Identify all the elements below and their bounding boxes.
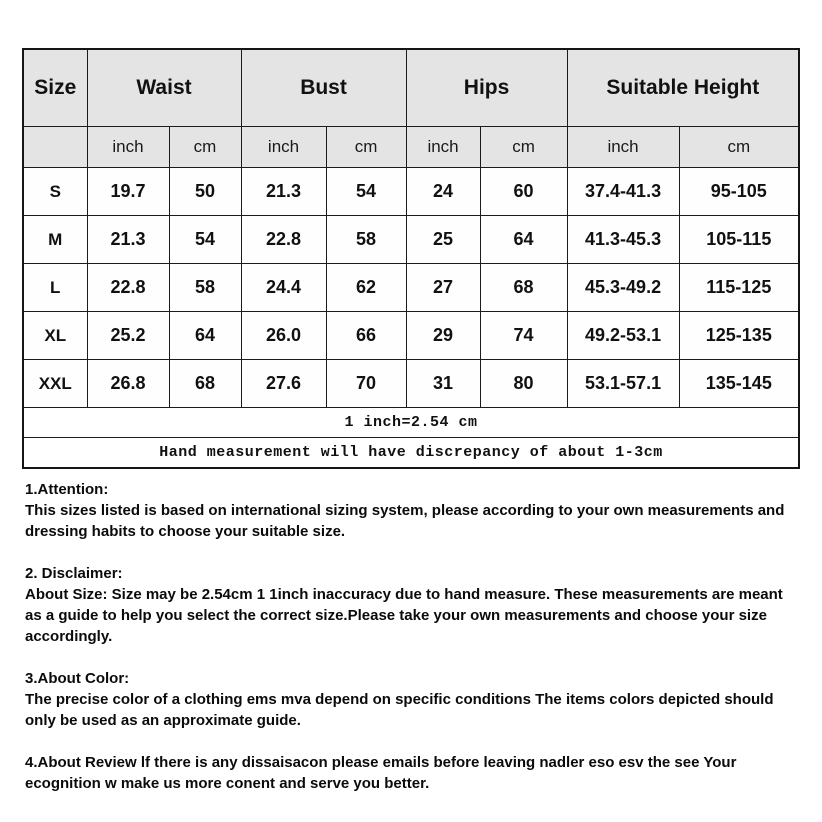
- unit-header-empty: [23, 127, 87, 168]
- size-cell: L: [23, 264, 87, 312]
- measurement-cell: 50: [169, 168, 241, 216]
- about-color-body: The precise color of a clothing ems mva depend on specific conditions The items colors depicted should only be used as an approximate guide.: [25, 691, 774, 729]
- unit-header-bust-inch: inch: [241, 127, 326, 168]
- unit-header-row: [23, 127, 799, 168]
- column-header-waist: Waist: [87, 49, 241, 127]
- size-chart-page: [0, 48, 822, 822]
- measurement-cell: 45.3-49.2: [567, 264, 679, 312]
- measurement-cell: 29: [406, 312, 480, 360]
- measurement-cell: 21.3: [87, 216, 169, 264]
- note-row-hand-measurement: [23, 438, 799, 469]
- unit-header-waist-inch: inch: [87, 127, 169, 168]
- measurement-cell: 66: [326, 312, 406, 360]
- about-review-section: [25, 752, 802, 794]
- attention-section: [25, 479, 802, 542]
- unit-header-height-inch: inch: [567, 127, 679, 168]
- size-cell: XXL: [23, 360, 87, 408]
- measurement-cell: 68: [169, 360, 241, 408]
- table-row-xl: [23, 312, 799, 360]
- about-color-section: [25, 668, 802, 731]
- measurement-cell: 58: [169, 264, 241, 312]
- measurement-cell: 31: [406, 360, 480, 408]
- measurement-cell: 37.4-41.3: [567, 168, 679, 216]
- about-review-body: 4.About Review lf there is any dissaisacon please emails before leaving nadler eso esv the see Your ecognition w make us more conent and serve you better.: [25, 754, 737, 792]
- measurement-cell: 22.8: [241, 216, 326, 264]
- note-row-inch-conversion: [23, 408, 799, 438]
- measurement-cell: 26.8: [87, 360, 169, 408]
- table-row-xxl: [23, 360, 799, 408]
- measurement-cell: 49.2-53.1: [567, 312, 679, 360]
- measurement-cell: 41.3-45.3: [567, 216, 679, 264]
- measurement-cell: 125-135: [679, 312, 799, 360]
- measurement-cell: 64: [169, 312, 241, 360]
- attention-title: 1.Attention:: [25, 481, 109, 498]
- size-cell: S: [23, 168, 87, 216]
- measurement-cell: 24: [406, 168, 480, 216]
- attention-body: This sizes listed is based on international sizing system, please according to your own measurements and dressing habits to choose your suitable size.: [25, 502, 785, 540]
- unit-header-waist-cm: cm: [169, 127, 241, 168]
- measurement-cell: 95-105: [679, 168, 799, 216]
- measurement-cell: 19.7: [87, 168, 169, 216]
- disclaimer-title: 2. Disclaimer:: [25, 565, 123, 582]
- measurement-cell: 60: [480, 168, 567, 216]
- size-cell: M: [23, 216, 87, 264]
- measurement-cell: 22.8: [87, 264, 169, 312]
- table-row-m: [23, 216, 799, 264]
- measurement-cell: 24.4: [241, 264, 326, 312]
- measurement-cell: 25.2: [87, 312, 169, 360]
- measurement-cell: 54: [326, 168, 406, 216]
- measurement-cell: 25: [406, 216, 480, 264]
- column-header-suitable-height: Suitable Height: [567, 49, 799, 127]
- column-header-hips: Hips: [406, 49, 567, 127]
- about-color-title: 3.About Color:: [25, 670, 130, 687]
- table-row-l: [23, 264, 799, 312]
- disclaimer-text-block: [25, 479, 802, 794]
- column-header-size: Size: [23, 49, 87, 127]
- disclaimer-section: [25, 563, 802, 647]
- measurement-cell: 115-125: [679, 264, 799, 312]
- inch-conversion-note: 1 inch=2.54 cm: [23, 408, 799, 438]
- measurement-cell: 27.6: [241, 360, 326, 408]
- disclaimer-body: About Size: Size may be 2.54cm 1 1inch inaccuracy due to hand measure. These measurements are meant as a guide to help you select the correct size.Please take your own measurements and choose your size accordingly.: [25, 586, 783, 645]
- hand-measurement-note: Hand measurement will have discrepancy of about 1-3cm: [23, 438, 799, 469]
- measurement-cell: 70: [326, 360, 406, 408]
- size-cell: XL: [23, 312, 87, 360]
- column-header-bust: Bust: [241, 49, 406, 127]
- measurement-cell: 135-145: [679, 360, 799, 408]
- table-row-s: [23, 168, 799, 216]
- measurement-cell: 53.1-57.1: [567, 360, 679, 408]
- measurement-cell: 27: [406, 264, 480, 312]
- measurement-cell: 26.0: [241, 312, 326, 360]
- measurement-cell: 62: [326, 264, 406, 312]
- measurement-cell: 105-115: [679, 216, 799, 264]
- measurement-cell: 68: [480, 264, 567, 312]
- size-chart-table: [22, 48, 800, 469]
- measurement-cell: 54: [169, 216, 241, 264]
- measurement-cell: 74: [480, 312, 567, 360]
- group-header-row: [23, 49, 799, 127]
- measurement-cell: 58: [326, 216, 406, 264]
- measurement-cell: 80: [480, 360, 567, 408]
- measurement-cell: 64: [480, 216, 567, 264]
- unit-header-hips-inch: inch: [406, 127, 480, 168]
- unit-header-hips-cm: cm: [480, 127, 567, 168]
- unit-header-height-cm: cm: [679, 127, 799, 168]
- unit-header-bust-cm: cm: [326, 127, 406, 168]
- measurement-cell: 21.3: [241, 168, 326, 216]
